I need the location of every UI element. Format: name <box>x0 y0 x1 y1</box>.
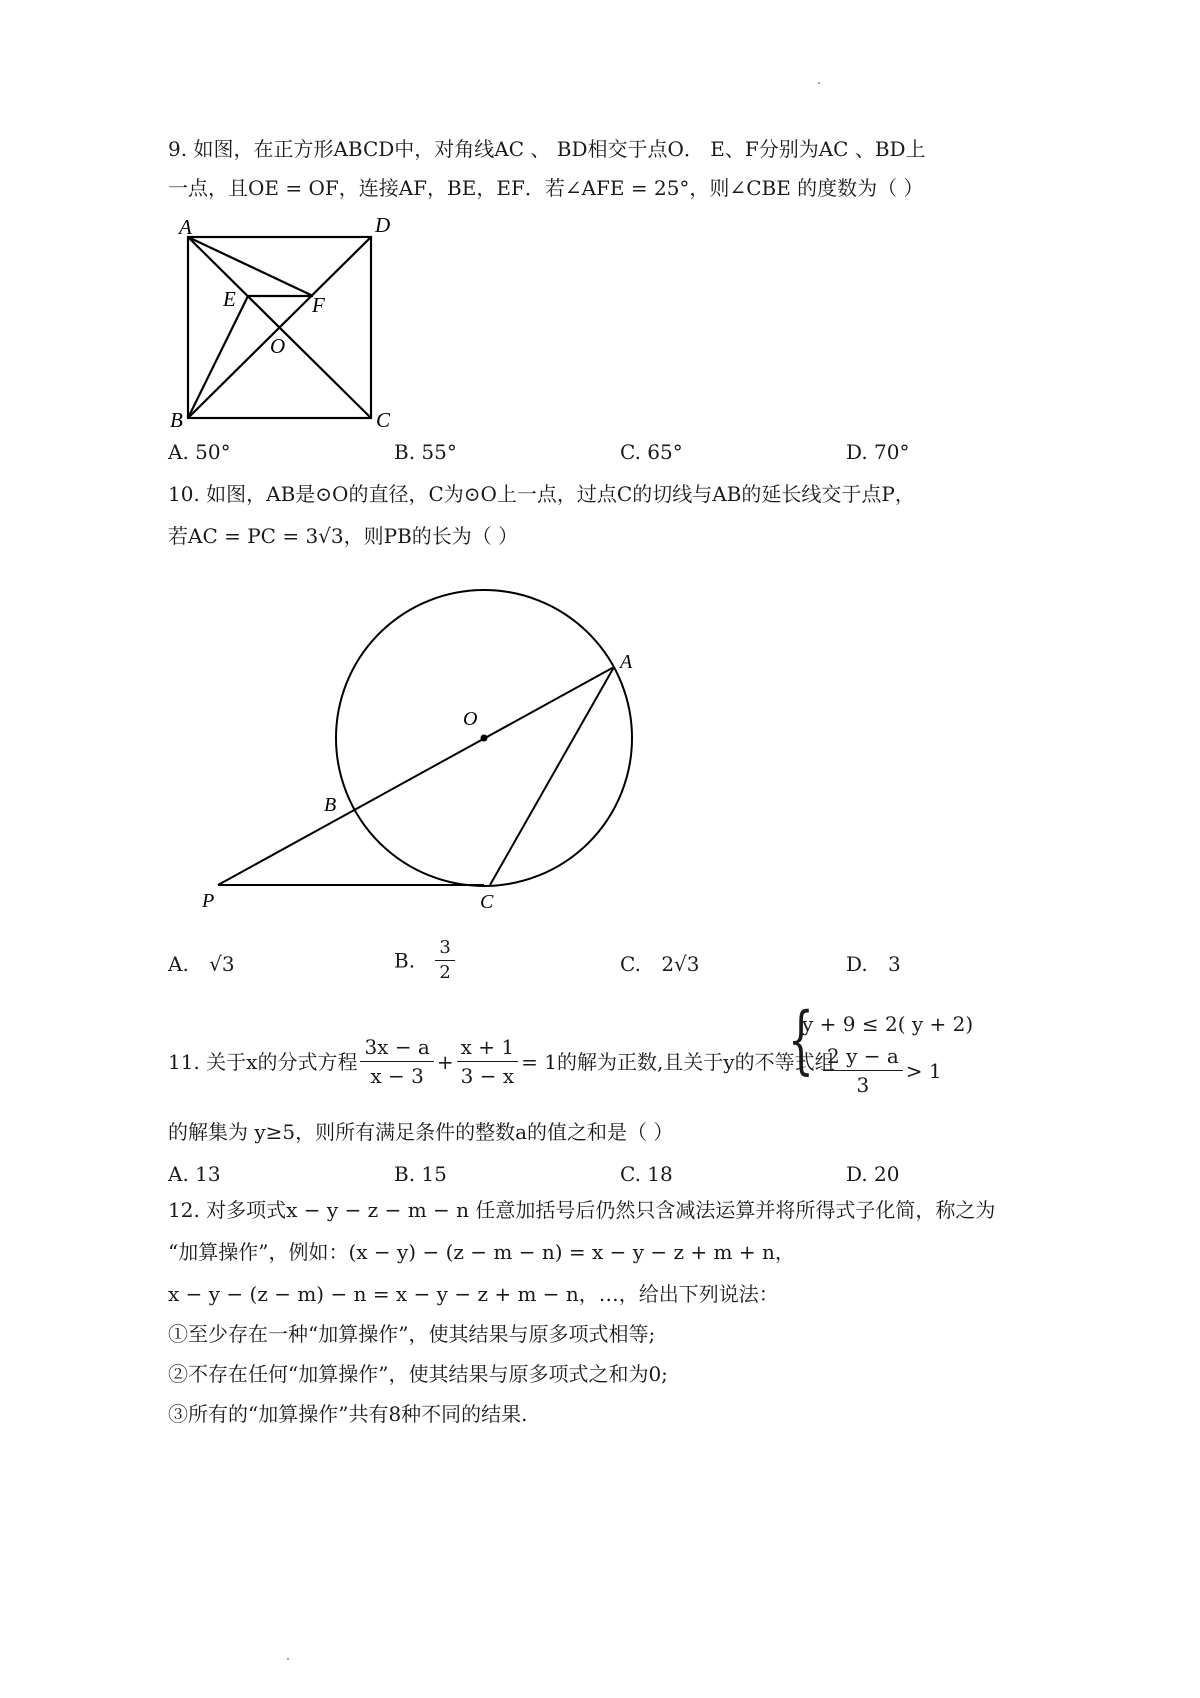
q10-circle-figure <box>190 580 660 920</box>
label-o: O <box>270 334 286 358</box>
q12-statement-2: ②不存在任何“加算操作”，使其结果与原多项式之和为0; <box>168 1362 668 1386</box>
q12-stem-line3: x − y − (z − m) − n = x − y − z + m − n，…，给出下列说法： <box>168 1282 779 1306</box>
q9-stem-line2: 一点，且OE = OF，连接AF，BE，EF．若∠AFE = 25°，则∠CBE 的度数为（ ） <box>168 176 924 200</box>
label-a: A <box>179 215 192 239</box>
q11-stem-line1 <box>168 1033 835 1090</box>
q10-stem-line1: 10. 如图，AB是⊙O的直径，C为⊙O上一点，过点C的切线与AB的延长线交于点P， <box>168 482 915 506</box>
fraction-denominator: 3 <box>856 1073 870 1097</box>
line-pa <box>218 667 614 885</box>
label-b: B <box>324 794 337 816</box>
plus-sign: + <box>436 1049 454 1074</box>
q10-option-d[interactable] <box>846 950 901 978</box>
q9-stem-line1: 9. 如图，在正方形ABCD中，对角线AC 、 BD相交于点O． E、F分别为AC 、BD上 <box>168 137 926 161</box>
q12-statement-3: ③所有的“加算操作”共有8种不同的结果. <box>168 1402 528 1426</box>
fraction-denominator: x − 3 <box>370 1064 424 1088</box>
q11-equation-tail: = 1的解为正数,且关于y的不等式组 <box>521 1049 835 1074</box>
q11-fraction-1 <box>360 1033 433 1090</box>
q12-stem-line1: 12. 对多项式x − y − z − m − n 任意加括号后仍然只含减法运算并将所得式子化简，称之为 <box>168 1198 996 1222</box>
inequality-2 <box>820 1042 942 1099</box>
q11-option-a[interactable]: A. 13 <box>168 1162 221 1186</box>
q9-option-b[interactable]: B. 55° <box>394 440 457 464</box>
q11-option-b[interactable]: B. 15 <box>394 1162 447 1186</box>
scan-dot <box>818 82 820 84</box>
q9-square-figure <box>166 210 406 440</box>
q11-prefix: 11. 关于x的分式方程 <box>168 1049 358 1074</box>
q10-option-c[interactable] <box>620 950 700 978</box>
inequality-1: y + 9 ≤ 2( y + 2) <box>802 1012 974 1036</box>
q9-option-a[interactable]: A. 50° <box>168 440 231 464</box>
segment-ac <box>490 667 614 885</box>
q10-option-a[interactable] <box>168 950 235 978</box>
center-point-o <box>481 735 488 742</box>
q11-stem-line2: 的解集为 y≥5，则所有满足条件的整数a的值之和是（ ） <box>168 1120 674 1144</box>
q10-option-b[interactable] <box>394 936 458 985</box>
q10-stem-line2: 若AC = PC = 3√3，则PB的长为（ ） <box>168 524 519 548</box>
fraction-denominator: 2 <box>439 962 451 983</box>
segment-be <box>188 296 248 418</box>
q9-option-d[interactable]: D. 70° <box>846 440 910 464</box>
q11-option-d[interactable]: D. 20 <box>846 1162 900 1186</box>
label-a: A <box>620 651 633 673</box>
segment-af <box>188 237 313 296</box>
system-brace: { <box>788 997 814 1083</box>
q9-option-c[interactable]: C. 65° <box>620 440 683 464</box>
label-c: C <box>480 891 494 913</box>
q12-statement-1: ①至少存在一种“加算操作”，使其结果与原多项式相等; <box>168 1322 656 1346</box>
option-value: 3 <box>888 952 901 976</box>
fraction-denominator: 3 − x <box>460 1064 515 1088</box>
label-b: B <box>170 408 183 432</box>
label-p: P <box>202 890 215 912</box>
fraction-numerator: 3x − a <box>360 1033 433 1062</box>
option-letter: D. <box>846 952 868 976</box>
fraction-numerator: x + 1 <box>457 1033 518 1062</box>
fraction-numerator: 3 <box>435 936 454 961</box>
option-letter: B. <box>394 948 416 973</box>
q11-fraction-2 <box>457 1033 518 1090</box>
inequality-2-rhs: > 1 <box>905 1058 942 1083</box>
q12-stem-line2: “加算操作”，例如：(x − y) − (z − m − n) = x − y − z + m + n， <box>168 1240 795 1264</box>
option-value: √3 <box>209 952 235 976</box>
label-o: O <box>463 708 478 730</box>
inequality-2-fraction <box>823 1042 903 1099</box>
scan-dot <box>287 1658 289 1660</box>
label-f: F <box>312 293 325 317</box>
q11-option-c[interactable]: C. 18 <box>620 1162 673 1186</box>
label-d: D <box>375 213 391 237</box>
label-c: C <box>376 408 391 432</box>
option-letter: A. <box>168 952 189 976</box>
option-letter: C. <box>620 952 641 976</box>
label-e: E <box>223 287 236 311</box>
fraction <box>435 936 454 985</box>
option-value: 2√3 <box>661 952 700 976</box>
fraction-numerator: 2 y − a <box>823 1042 903 1071</box>
